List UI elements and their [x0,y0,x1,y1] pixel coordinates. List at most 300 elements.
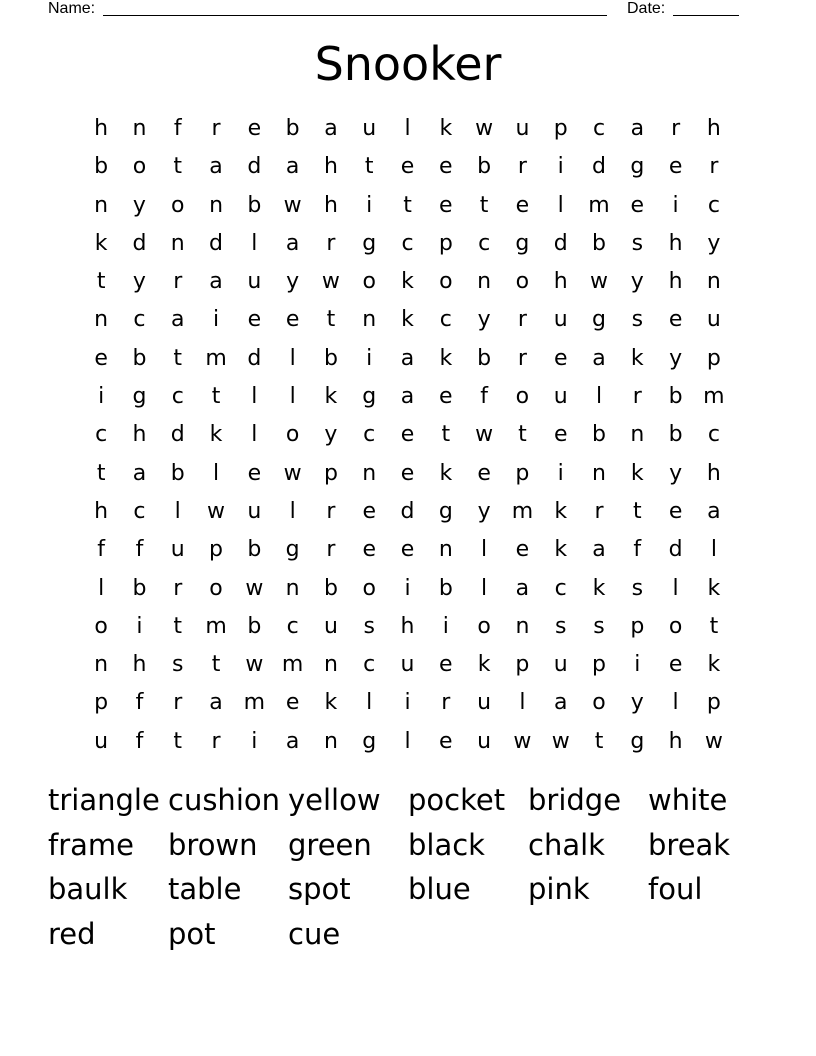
grid-letter[interactable]: c [707,422,720,448]
grid-letter[interactable]: r [632,384,642,410]
grid-letter[interactable]: l [672,575,679,601]
grid-letter[interactable]: c [401,230,414,256]
grid-letter[interactable]: n [94,652,109,678]
grid-letter[interactable]: b [592,422,606,448]
grid-letter[interactable]: g [438,498,453,524]
grid-letter[interactable]: o [362,269,376,295]
grid-letter[interactable]: k [477,652,491,678]
grid-letter[interactable]: o [592,690,606,716]
grid-letter[interactable]: u [553,652,568,678]
grid-letter[interactable]: y [132,192,146,218]
grid-letter[interactable]: p [323,460,338,486]
grid-letter[interactable]: c [171,384,184,410]
grid-letter[interactable]: b [438,575,453,601]
grid-letter[interactable]: y [477,307,491,333]
grid-letter[interactable]: a [132,460,147,486]
grid-letter[interactable]: l [251,384,258,410]
grid-letter[interactable]: b [247,537,262,563]
grid-letter[interactable]: b [285,116,300,141]
grid-letter[interactable]: o [171,192,185,218]
grid-letter[interactable]: o [439,269,453,295]
grid-letter[interactable]: a [171,307,185,333]
grid-letter[interactable]: p [209,537,224,563]
grid-letter[interactable]: k [707,575,721,601]
grid-letter[interactable]: y [669,345,683,371]
grid-letter[interactable]: t [96,269,106,295]
grid-letter[interactable]: g [630,154,645,180]
word-list-item: blue [408,872,471,907]
grid-letter[interactable]: b [132,575,147,601]
grid-letter[interactable]: w [283,192,302,218]
grid-letter[interactable]: a [630,116,645,141]
grid-letter[interactable]: r [326,230,336,256]
grid-letter[interactable]: h [94,498,109,524]
grid-row [82,187,732,225]
grid-letter[interactable]: i [136,613,143,639]
grid-letter[interactable]: p [515,460,530,486]
grid-letter[interactable]: m [205,345,227,371]
grid-letter[interactable]: r [517,154,527,180]
grid-letter[interactable]: h [553,269,568,295]
grid-letter[interactable]: s [172,652,184,678]
grid-letter[interactable]: c [133,498,146,524]
grid-letter[interactable]: e [439,154,453,180]
grid-letter[interactable]: b [132,345,147,371]
grid-letter[interactable]: b [477,154,492,180]
grid-letter[interactable]: a [209,269,223,295]
grid-letter[interactable]: o [94,613,108,639]
grid-letter[interactable]: t [173,613,183,639]
grid-letter[interactable]: l [289,498,296,524]
grid-letter[interactable]: b [592,230,606,256]
grid-letter[interactable]: i [366,345,373,371]
grid-letter[interactable]: e [668,498,683,524]
date-blank-line[interactable] [673,15,739,16]
grid-letter[interactable]: e [668,307,683,333]
grid-letter[interactable]: s [631,307,644,333]
grid-letter[interactable]: l [404,116,411,141]
grid-letter[interactable]: n [706,269,721,295]
grid-letter[interactable]: n [209,192,224,218]
grid-letter[interactable]: h [132,652,147,678]
grid-letter[interactable]: h [668,728,683,754]
grid-letter[interactable]: w [475,116,494,141]
grid-letter[interactable]: c [286,613,299,639]
grid-letter[interactable]: e [439,384,453,410]
grid-letter[interactable]: e [247,116,262,141]
grid-letter[interactable]: e [515,192,530,218]
grid-letter[interactable]: f [633,537,642,563]
grid-letter[interactable]: u [706,307,721,333]
grid-letter[interactable]: t [479,192,489,218]
grid-letter[interactable]: p [706,690,721,716]
grid-letter[interactable]: o [209,575,223,601]
grid-letter[interactable]: g [362,728,377,754]
grid-letter[interactable]: h [132,422,147,448]
grid-letter[interactable]: g [362,384,377,410]
grid-letter[interactable]: e [668,154,683,180]
grid-row [82,378,732,416]
grid-letter[interactable]: w [513,728,532,754]
grid-letter[interactable]: l [98,575,105,601]
grid-letter[interactable]: i [404,575,411,601]
grid-letter[interactable]: t [632,498,642,524]
grid-letter[interactable]: p [515,652,530,678]
grid-letter[interactable]: a [400,384,415,410]
grid-letter[interactable]: g [630,728,645,754]
grid-letter[interactable]: f [173,116,182,141]
grid-letter[interactable]: d [553,230,568,256]
grid-letter[interactable]: u [247,269,262,295]
grid-letter[interactable]: e [247,460,262,486]
grid-letter[interactable]: c [592,116,606,141]
grid-letter[interactable]: b [323,345,338,371]
grid-letter[interactable]: m [281,652,304,678]
grid-letter[interactable]: w [283,460,302,486]
grid-letter[interactable]: g [515,230,530,256]
grid-letter[interactable]: r [709,154,719,180]
grid-letter[interactable]: e [515,537,530,563]
grid-letter[interactable]: t [518,422,527,448]
grid-letter[interactable]: c [554,575,567,601]
grid-letter[interactable]: s [554,613,567,639]
grid-letter[interactable]: l [672,690,679,716]
grid-letter[interactable]: i [366,192,373,218]
grid-letter[interactable]: c [363,652,376,678]
grid-letter[interactable]: g [362,230,377,256]
grid-letter[interactable]: k [401,307,414,333]
grid-letter[interactable]: b [247,192,262,218]
word-list-item: black [408,827,485,862]
grid-letter[interactable]: l [212,460,220,486]
grid-letter[interactable]: m [511,498,534,524]
grid-letter[interactable]: h [323,154,338,180]
grid-letter[interactable]: l [519,690,526,716]
grid-letter[interactable]: w [207,498,226,524]
grid-letter[interactable]: e [400,537,415,563]
grid-letter[interactable]: d [132,230,147,256]
grid-letter[interactable]: h [94,116,109,141]
grid-letter[interactable]: u [362,116,377,141]
grid-letter[interactable]: a [285,728,300,754]
grid-letter[interactable]: l [251,230,258,256]
grid-letter[interactable]: n [515,613,530,639]
grid-letter[interactable]: l [251,422,258,448]
grid-letter[interactable]: u [94,728,109,754]
grid-letter[interactable]: a [209,690,223,716]
grid-letter[interactable]: k [439,116,453,141]
grid-letter[interactable]: h [668,269,683,295]
grid-letter[interactable]: a [400,345,415,371]
grid-letter[interactable]: e [553,422,568,448]
grid-letter[interactable]: a [285,230,300,256]
grid-letter[interactable]: r [517,307,527,333]
grid-letter[interactable]: r [173,690,183,716]
grid-letter[interactable]: o [132,154,147,180]
grid-letter[interactable]: l [366,690,373,716]
grid-letter[interactable]: r [326,498,336,524]
grid-letter[interactable]: k [401,269,414,295]
grid-letter[interactable]: r [211,728,221,754]
word-list-item: pot [168,916,216,951]
grid-letter[interactable]: t [403,192,412,218]
grid-letter[interactable]: i [442,613,449,639]
grid-letter[interactable]: r [173,269,183,295]
grid-letter[interactable]: f [480,384,488,410]
grid-letter[interactable]: y [707,230,721,256]
grid-letter[interactable]: i [212,307,220,333]
grid-letter[interactable]: e [362,498,376,524]
grid-letter[interactable]: u [170,537,185,563]
grid-letter[interactable]: t [326,307,336,333]
grid-letter[interactable]: f [97,537,106,563]
grid-letter[interactable]: w [245,652,264,678]
grid-letter[interactable]: y [630,269,644,295]
grid-letter[interactable]: r [517,345,527,371]
grid-letter[interactable]: g [592,307,606,333]
grid-letter[interactable]: l [289,384,296,410]
grid-letter[interactable]: k [439,345,453,371]
grid-letter[interactable]: n [94,192,109,218]
grid-letter[interactable]: f [135,728,144,754]
grid-letter[interactable]: e [553,345,568,371]
grid-letter[interactable]: e [247,307,262,333]
grid-letter[interactable]: e [400,460,415,486]
grid-letter[interactable]: e [400,154,415,180]
grid-letter[interactable]: e [94,345,108,371]
grid-letter[interactable]: i [557,154,564,180]
grid-letter[interactable]: i [557,460,564,486]
grid-letter[interactable]: r [211,116,221,141]
grid-letter[interactable]: i [672,192,679,218]
grid-letter[interactable]: d [668,537,683,563]
grid-letter[interactable]: l [481,575,488,601]
grid-letter[interactable]: k [324,384,338,410]
grid-row [82,263,732,301]
grid-letter[interactable]: a [707,498,721,524]
grid-letter[interactable]: k [554,498,568,524]
grid-letter[interactable]: k [592,575,606,601]
grid-letter[interactable]: n [323,728,338,754]
grid-letter[interactable]: t [173,728,183,754]
grid-letter[interactable]: k [630,345,644,371]
grid-letter[interactable]: n [132,116,147,141]
grid-letter[interactable]: b [170,460,185,486]
grid-letter[interactable]: a [324,116,338,141]
grid-letter[interactable]: i [251,728,258,754]
grid-letter[interactable]: u [477,690,492,716]
grid-letter[interactable]: p [630,613,645,639]
grid-letter[interactable]: c [478,230,491,256]
grid-letter[interactable]: b [94,154,109,180]
grid-letter[interactable]: e [439,652,453,678]
grid-letter[interactable]: g [285,537,300,563]
grid-letter[interactable]: w [321,269,340,295]
grid-letter[interactable]: a [592,537,606,563]
grid-letter[interactable]: n [438,537,453,563]
grid-letter[interactable]: a [553,690,568,716]
grid-letter[interactable]: n [630,422,645,448]
grid-letter[interactable]: w [704,728,723,754]
grid-letter[interactable]: a [515,575,530,601]
grid-letter[interactable]: d [247,345,262,371]
grid-letter[interactable]: p [94,690,109,716]
grid-letter[interactable]: r [173,575,183,601]
grid-letter[interactable]: c [707,192,720,218]
grid-letter[interactable]: h [323,192,338,218]
grid-letter[interactable]: f [135,690,144,716]
grid-letter[interactable]: k [707,652,721,678]
grid-letter[interactable]: e [362,537,376,563]
grid-letter[interactable]: k [209,422,223,448]
grid-letter[interactable]: d [400,498,415,524]
grid-letter[interactable]: u [247,498,262,524]
grid-letter[interactable]: m [243,690,266,716]
grid-letter[interactable]: t [96,460,106,486]
grid-letter[interactable]: u [515,116,530,141]
grid-letter[interactable]: t [211,384,221,410]
grid-letter[interactable]: c [133,307,146,333]
grid-letter[interactable]: h [400,613,415,639]
grid-letter[interactable]: y [132,269,146,295]
grid-letter[interactable]: l [404,728,411,754]
grid-letter[interactable]: y [286,269,300,295]
grid-letter[interactable]: t [173,345,183,371]
grid-letter[interactable]: t [173,154,183,180]
grid-letter[interactable]: p [592,652,606,678]
grid-letter[interactable]: w [475,422,494,448]
grid-letter[interactable]: p [438,230,453,256]
grid-letter[interactable]: a [285,154,300,180]
grid-letter[interactable]: m [588,192,610,218]
grid-letter[interactable]: l [710,537,717,563]
grid-letter[interactable]: h [706,460,721,486]
grid-letter[interactable]: i [404,690,411,716]
grid-letter[interactable]: g [132,384,147,410]
grid-letter[interactable]: l [557,192,564,218]
grid-letter[interactable]: a [592,345,606,371]
grid-letter[interactable]: b [668,384,683,410]
grid-letter[interactable]: c [95,422,108,448]
date-label: Date: [627,0,666,17]
grid-letter[interactable]: c [363,422,376,448]
grid-letter[interactable]: d [209,230,224,256]
grid-letter[interactable]: m [703,384,725,410]
grid-letter[interactable]: p [706,345,721,371]
name-blank-line[interactable] [103,15,607,16]
grid-letter[interactable]: y [669,460,683,486]
grid-letter[interactable]: n [477,269,492,295]
grid-letter[interactable]: d [170,422,185,448]
grid-letter[interactable]: w [551,728,570,754]
grid-letter[interactable]: u [553,384,568,410]
grid-letter[interactable]: r [441,690,451,716]
grid-letter[interactable]: k [439,460,453,486]
grid-letter[interactable]: e [285,690,300,716]
grid-letter[interactable]: e [477,460,491,486]
grid-letter[interactable]: e [439,192,453,218]
grid-letter[interactable]: n [94,307,109,333]
grid-letter[interactable]: t [709,613,719,639]
grid-letter[interactable]: i [634,652,641,678]
grid-letter[interactable]: n [592,460,606,486]
grid-letter[interactable]: d [592,154,606,180]
grid-letter[interactable]: l [289,345,296,371]
grid-letter[interactable]: n [323,652,338,678]
grid-letter[interactable]: u [553,307,568,333]
grid-letter[interactable]: b [247,613,262,639]
grid-letter[interactable]: r [594,498,604,524]
grid-letter[interactable]: r [326,537,336,563]
grid-letter[interactable]: c [439,307,452,333]
grid-letter[interactable]: f [135,537,144,563]
grid-letter[interactable]: k [630,460,644,486]
grid-letter[interactable]: o [362,575,376,601]
grid-letter[interactable]: y [324,422,338,448]
grid-letter[interactable]: t [211,652,221,678]
grid-letter[interactable]: n [362,460,377,486]
grid-letter[interactable]: t [441,422,451,448]
grid-letter[interactable]: n [362,307,377,333]
grid-letter[interactable]: e [285,307,300,333]
grid-letter[interactable]: w [245,575,264,601]
grid-row [82,455,732,493]
grid-letter[interactable]: u [323,613,338,639]
grid-letter[interactable]: e [400,422,415,448]
grid-letter[interactable]: i [98,384,105,410]
grid-letter[interactable]: e [439,728,453,754]
grid-letter[interactable]: b [477,345,492,371]
grid-letter[interactable]: y [630,690,644,716]
grid-letter[interactable]: y [477,498,491,524]
grid-letter[interactable]: o [477,613,491,639]
grid-letter[interactable]: b [323,575,338,601]
grid-letter[interactable]: b [668,422,683,448]
grid-letter[interactable]: n [285,575,300,601]
grid-letter[interactable]: h [668,230,683,256]
grid-letter[interactable]: k [324,690,338,716]
grid-letter[interactable]: s [593,613,605,639]
grid-letter[interactable]: o [668,613,683,639]
grid-letter[interactable]: n [170,230,185,256]
grid-letter[interactable]: o [515,384,530,410]
grid-letter[interactable]: w [590,269,608,295]
grid-letter[interactable]: t [364,154,374,180]
grid-letter[interactable]: a [209,154,223,180]
grid-letter[interactable]: s [631,230,644,256]
grid-letter[interactable]: u [477,728,492,754]
grid-letter[interactable]: l [174,498,181,524]
grid-letter[interactable]: o [515,269,530,295]
grid-letter[interactable]: h [706,116,721,141]
grid-letter[interactable]: s [363,613,375,639]
grid-letter[interactable]: r [671,116,681,141]
grid-letter[interactable]: t [594,728,604,754]
grid-letter[interactable]: k [94,230,108,256]
grid-letter[interactable]: e [668,652,683,678]
grid-letter[interactable]: d [247,154,262,180]
grid-letter[interactable]: k [554,537,568,563]
grid-letter[interactable]: l [481,537,488,563]
grid-letter[interactable]: o [285,422,300,448]
grid-letter[interactable]: e [630,192,645,218]
grid-letter[interactable]: l [595,384,603,410]
grid-letter[interactable]: s [631,575,644,601]
page-title: Snooker [314,37,502,91]
grid-letter[interactable]: p [553,116,568,141]
grid-letter[interactable]: u [400,652,415,678]
grid-letter[interactable]: m [205,613,227,639]
